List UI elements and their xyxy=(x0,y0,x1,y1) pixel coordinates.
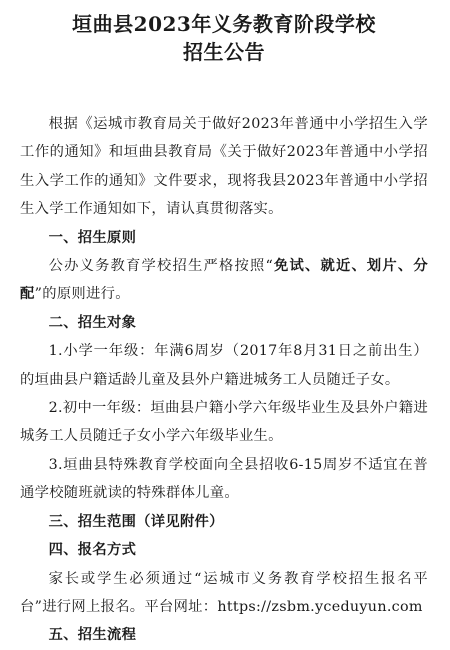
section-4-text: 家长或学生必须通过“运城市义务教育学校招生报名平台”进行网上报名。平台网址：https://zsbm.yceduyun.com xyxy=(20,570,428,615)
section-2-item-2: 2.初中一年级：垣曲县户籍小学六年级毕业生及县外户籍进城务工人员随迁子女小学六年级毕业生。 xyxy=(20,400,428,445)
section-3-heading: 三、招生范围（详见附件） xyxy=(48,513,224,530)
section-2-item-3: 3.垣曲县特殊教育学校面向全县招收6-15周岁不适宜在普通学校随班就读的特殊群体儿童。 xyxy=(20,456,428,502)
section-1-emphasis: 免试、就近、划片、分配 xyxy=(20,258,429,303)
intro-paragraph: 根据《运城市教育局关于做好2023年普通中小学招生入学工作的通知》和垣曲县教育局《关于做好2023年普通中小学招生入学工作的通知》文件要求，现将我县2023年普通中小学招生入学工作通知如下，请认真贯彻落实。 xyxy=(20,116,428,218)
title-line-2: 招生公告 xyxy=(183,40,265,64)
section-2-heading: 二、招生对象 xyxy=(48,314,137,331)
section-5-heading: 五、招生流程 xyxy=(48,627,137,644)
section-4-heading: 四、报名方式 xyxy=(48,542,137,559)
title-line-1: 垣曲县2023年义务教育阶段学校 xyxy=(72,12,376,36)
section-1-text xyxy=(20,252,428,309)
section-2-item-1: 1.小学一年级：年满6周岁（2017年8月31日之前出生）的垣曲县户籍适龄儿童及县外户籍进城务工人员随迁子女。 xyxy=(20,343,428,388)
section-1-text-post: ”的原则进行。 xyxy=(34,286,130,303)
section-1-text-pre: 公办义务教育学校招生严格按照“ xyxy=(48,258,274,275)
section-1-heading: 一、招生原则 xyxy=(48,229,137,246)
